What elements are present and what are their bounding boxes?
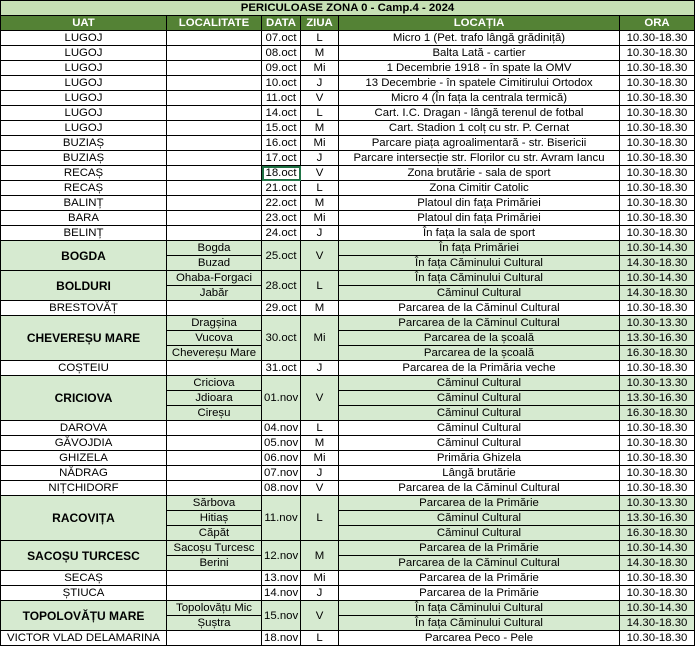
cell-locatia[interactable]: În fața Primăriei xyxy=(339,241,620,256)
cell-uat[interactable]: BELINȚ xyxy=(1,226,167,241)
cell-localitate[interactable]: Hitiaș xyxy=(167,511,262,526)
cell-uat[interactable]: TOPOLOVĂȚU MARE xyxy=(1,601,167,631)
cell-ziua[interactable]: V xyxy=(301,166,339,181)
cell-locatia[interactable]: 1 Decembrie 1918 - în spate la OMV xyxy=(339,61,620,76)
cell-locatia[interactable]: Căminul Cultural xyxy=(339,526,620,541)
cell-localitate[interactable]: Bogda xyxy=(167,241,262,256)
cell-localitate[interactable] xyxy=(167,91,262,106)
cell-locatia[interactable]: Micro 4 (În fața la centrala termică) xyxy=(339,91,620,106)
cell-data[interactable]: 09.oct xyxy=(262,61,301,76)
cell-ziua[interactable]: M xyxy=(301,541,339,571)
table-row xyxy=(1,601,695,616)
cell-localitate[interactable] xyxy=(167,466,262,481)
cell-locatia[interactable]: Zona Cimitir Catolic xyxy=(339,181,620,196)
cell-localitate[interactable] xyxy=(167,31,262,46)
cell-localitate[interactable]: Jabăr xyxy=(167,286,262,301)
cell-ora[interactable]: 10.30-18.30 xyxy=(620,76,695,91)
cell-locatia[interactable]: Căminul Cultural xyxy=(339,421,620,436)
cell-uat[interactable]: BOGDA xyxy=(1,241,167,271)
cell-localitate[interactable]: Buzad xyxy=(167,256,262,271)
cell-localitate[interactable] xyxy=(167,421,262,436)
cell-data[interactable]: 07.oct xyxy=(262,31,301,46)
cell-ziua[interactable]: L xyxy=(301,271,339,301)
cell-uat[interactable]: CRICIOVA xyxy=(1,376,167,421)
cell-ora[interactable]: 14.30-18.30 xyxy=(620,286,695,301)
cell-ora[interactable]: 10.30-18.30 xyxy=(620,481,695,496)
header-locatia[interactable]: LOCAȚIA xyxy=(339,16,620,31)
cell-localitate[interactable] xyxy=(167,196,262,211)
cell-data[interactable]: 10.oct xyxy=(262,76,301,91)
cell-data[interactable]: 11.oct xyxy=(262,91,301,106)
cell-ziua[interactable]: J xyxy=(301,226,339,241)
cell-data[interactable]: 04.nov xyxy=(262,421,301,436)
cell-uat[interactable]: RACOVIȚA xyxy=(1,496,167,541)
cell-locatia[interactable]: În fața Căminului Cultural xyxy=(339,256,620,271)
cell-data[interactable]: 08.nov xyxy=(262,481,301,496)
cell-locatia[interactable]: Căminul Cultural xyxy=(339,376,620,391)
cell-ora[interactable]: 14.30-18.30 xyxy=(620,556,695,571)
cell-localitate[interactable] xyxy=(167,301,262,316)
table-row xyxy=(1,121,695,136)
cell-locatia[interactable]: Parcare intersecție str. Florilor cu str. Avram Iancu xyxy=(339,151,620,166)
cell-ziua[interactable]: Mi xyxy=(301,211,339,226)
table-row xyxy=(1,76,695,91)
cell-ora[interactable]: 14.30-18.30 xyxy=(620,616,695,631)
cell-ora[interactable]: 16.30-18.30 xyxy=(620,526,695,541)
cell-ora[interactable]: 10.30-14.30 xyxy=(620,601,695,616)
header-data[interactable]: DATA xyxy=(262,16,301,31)
cell-ora[interactable]: 16.30-18.30 xyxy=(620,346,695,361)
table-row xyxy=(1,61,695,76)
table-row xyxy=(1,196,695,211)
cell-ziua[interactable]: L xyxy=(301,106,339,121)
table-row xyxy=(1,301,695,316)
cell-locatia[interactable]: Căminul Cultural xyxy=(339,511,620,526)
header-ziua[interactable]: ZIUA xyxy=(301,16,339,31)
cell-ziua[interactable]: L xyxy=(301,31,339,46)
cell-data[interactable]: 24.oct xyxy=(262,226,301,241)
cell-ziua[interactable]: L xyxy=(301,421,339,436)
cell-data[interactable]: 17.oct xyxy=(262,151,301,166)
cell-ziua[interactable]: M xyxy=(301,46,339,61)
cell-ora[interactable]: 13.30-16.30 xyxy=(620,391,695,406)
cell-data[interactable]: 15.nov xyxy=(262,601,301,631)
cell-data[interactable]: 22.oct xyxy=(262,196,301,211)
cell-uat[interactable]: ȘTIUCA xyxy=(1,586,167,601)
cell-data[interactable]: 28.oct xyxy=(262,271,301,301)
cell-data[interactable]: 08.oct xyxy=(262,46,301,61)
cell-ziua[interactable]: J xyxy=(301,466,339,481)
cell-ora[interactable]: 10.30-18.30 xyxy=(620,91,695,106)
cell-ora[interactable]: 10.30-18.30 xyxy=(620,136,695,151)
cell-localitate[interactable] xyxy=(167,76,262,91)
cell-uat[interactable]: RECAȘ xyxy=(1,166,167,181)
table-row xyxy=(1,316,695,331)
cell-uat[interactable]: SACOȘU TURCESC xyxy=(1,541,167,571)
cell-uat[interactable]: GĂVOJDIA xyxy=(1,436,167,451)
cell-localitate[interactable]: Chevereșu Mare xyxy=(167,346,262,361)
table-row xyxy=(1,541,695,556)
table-row xyxy=(1,241,695,256)
cell-localitate[interactable]: Berini xyxy=(167,556,262,571)
cell-localitate[interactable]: Criciova xyxy=(167,376,262,391)
cell-uat[interactable]: BARA xyxy=(1,211,167,226)
cell-data[interactable]: 29.oct xyxy=(262,301,301,316)
cell-ziua[interactable]: L xyxy=(301,631,339,646)
cell-ziua[interactable]: Mi xyxy=(301,571,339,586)
cell-localitate[interactable] xyxy=(167,481,262,496)
cell-localitate[interactable] xyxy=(167,631,262,646)
table-row xyxy=(1,631,695,646)
cell-localitate[interactable]: Sacoșu Turcesc xyxy=(167,541,262,556)
cell-data[interactable]: 31.oct xyxy=(262,361,301,376)
cell-ora[interactable]: 10.30-18.30 xyxy=(620,571,695,586)
cell-locatia[interactable]: Zona brutărie - sala de sport xyxy=(339,166,620,181)
cell-locatia[interactable]: În fața Căminului Cultural xyxy=(339,271,620,286)
cell-ora[interactable]: 10.30-18.30 xyxy=(620,466,695,481)
cell-data[interactable]: 14.nov xyxy=(262,586,301,601)
cell-ora[interactable]: 10.30-18.30 xyxy=(620,61,695,76)
table-row xyxy=(1,166,695,181)
cell-ora[interactable]: 10.30-18.30 xyxy=(620,151,695,166)
cell-ziua[interactable]: V xyxy=(301,241,339,271)
cell-uat[interactable]: VICTOR VLAD DELAMARINA xyxy=(1,631,167,646)
cell-localitate[interactable] xyxy=(167,211,262,226)
cell-ora[interactable]: 10.30-18.30 xyxy=(620,361,695,376)
cell-ziua[interactable]: M xyxy=(301,301,339,316)
cell-ziua[interactable]: J xyxy=(301,361,339,376)
table-row xyxy=(1,451,695,466)
table-row xyxy=(1,586,695,601)
cell-uat[interactable]: DAROVA xyxy=(1,421,167,436)
cell-ziua[interactable]: V xyxy=(301,376,339,421)
cell-uat[interactable]: BRESTOVĂȚ xyxy=(1,301,167,316)
cell-data[interactable]: 21.oct xyxy=(262,181,301,196)
cell-ziua[interactable]: Mi xyxy=(301,451,339,466)
cell-locatia[interactable]: Parcarea de la Primărie xyxy=(339,571,620,586)
cell-locatia[interactable]: Micro 1 (Pet. trafo lângă grădiniță) xyxy=(339,31,620,46)
cell-ziua[interactable]: M xyxy=(301,196,339,211)
cell-uat[interactable]: LUGOJ xyxy=(1,31,167,46)
cell-ziua[interactable]: Mi xyxy=(301,136,339,151)
cell-localitate[interactable]: Dragșina xyxy=(167,316,262,331)
cell-uat[interactable]: CHEVEREȘU MARE xyxy=(1,316,167,361)
cell-locatia[interactable]: Balta Lată - cartier xyxy=(339,46,620,61)
cell-locatia[interactable]: Parcarea de la Căminul Cultural xyxy=(339,301,620,316)
cell-locatia[interactable]: Parcarea de la Primăria veche xyxy=(339,361,620,376)
cell-localitate[interactable] xyxy=(167,181,262,196)
table-row xyxy=(1,481,695,496)
cell-ora[interactable]: 10.30-18.30 xyxy=(620,226,695,241)
cell-localitate[interactable] xyxy=(167,61,262,76)
header-uat[interactable]: UAT xyxy=(1,16,167,31)
cell-localitate[interactable] xyxy=(167,121,262,136)
cell-ora[interactable]: 10.30-18.30 xyxy=(620,106,695,121)
cell-localitate[interactable] xyxy=(167,586,262,601)
table-row xyxy=(1,496,695,511)
cell-ora[interactable]: 10.30-18.30 xyxy=(620,31,695,46)
cell-ora[interactable]: 10.30-18.30 xyxy=(620,421,695,436)
cell-uat[interactable]: LUGOJ xyxy=(1,121,167,136)
table-row xyxy=(1,571,695,586)
cell-ora[interactable]: 13.30-16.30 xyxy=(620,331,695,346)
cell-ziua[interactable]: J xyxy=(301,586,339,601)
cell-localitate[interactable] xyxy=(167,106,262,121)
cell-localitate[interactable]: Topolovățu Mic xyxy=(167,601,262,616)
cell-data[interactable]: 07.nov xyxy=(262,466,301,481)
cell-localitate[interactable] xyxy=(167,166,262,181)
title-row xyxy=(1,1,695,16)
cell-locatia[interactable]: Cart. I.C. Dragan - lângă terenul de fotbal xyxy=(339,106,620,121)
table-row xyxy=(1,226,695,241)
cell-data[interactable]: 13.nov xyxy=(262,571,301,586)
cell-data[interactable]: 06.nov xyxy=(262,451,301,466)
cell-uat[interactable]: BUZIAȘ xyxy=(1,136,167,151)
cell-data[interactable]: 11.nov xyxy=(262,496,301,541)
cell-localitate[interactable] xyxy=(167,136,262,151)
cell-localitate[interactable] xyxy=(167,571,262,586)
cell-ora[interactable]: 10.30-18.30 xyxy=(620,166,695,181)
cell-data[interactable]: 25.oct xyxy=(262,241,301,271)
cell-uat[interactable]: LUGOJ xyxy=(1,76,167,91)
cell-ora[interactable]: 10.30-18.30 xyxy=(620,196,695,211)
table-row xyxy=(1,436,695,451)
cell-ora[interactable]: 10.30-13.30 xyxy=(620,376,695,391)
cell-ora[interactable]: 13.30-16.30 xyxy=(620,511,695,526)
cell-ora[interactable]: 10.30-14.30 xyxy=(620,271,695,286)
table-row xyxy=(1,151,695,166)
cell-ora[interactable]: 10.30-18.30 xyxy=(620,451,695,466)
cell-uat[interactable]: LUGOJ xyxy=(1,61,167,76)
cell-ziua[interactable]: V xyxy=(301,481,339,496)
cell-ziua[interactable]: L xyxy=(301,181,339,196)
table-row xyxy=(1,421,695,436)
cell-ora[interactable]: 10.30-14.30 xyxy=(620,541,695,556)
cell-uat[interactable]: NĂDRAG xyxy=(1,466,167,481)
cell-localitate[interactable]: Căpăt xyxy=(167,526,262,541)
cell-localitate[interactable] xyxy=(167,361,262,376)
cell-ora[interactable]: 10.30-14.30 xyxy=(620,241,695,256)
cell-ora[interactable]: 10.30-18.30 xyxy=(620,211,695,226)
table-row xyxy=(1,361,695,376)
cell-locatia[interactable]: Parcarea de la Primărie xyxy=(339,541,620,556)
cell-localitate[interactable] xyxy=(167,46,262,61)
cell-data[interactable]: 23.oct xyxy=(262,211,301,226)
cell-locatia[interactable]: Parcare piața agroalimentară - str. Bisericii xyxy=(339,136,620,151)
cell-ziua[interactable]: M xyxy=(301,436,339,451)
cell-localitate[interactable]: Vucova xyxy=(167,331,262,346)
table-row xyxy=(1,211,695,226)
table-row xyxy=(1,181,695,196)
cell-data[interactable]: 01.nov xyxy=(262,376,301,421)
cell-ziua[interactable]: J xyxy=(301,151,339,166)
cell-data[interactable]: 16.oct xyxy=(262,136,301,151)
cell-localitate[interactable] xyxy=(167,226,262,241)
cell-localitate[interactable]: Sărbova xyxy=(167,496,262,511)
cell-ora[interactable]: 10.30-18.30 xyxy=(620,301,695,316)
cell-locatia[interactable]: Căminul Cultural xyxy=(339,436,620,451)
cell-data[interactable]: 18.oct xyxy=(262,166,301,181)
sheet-title[interactable]: PERICULOASE ZONA 0 - Camp.4 - 2024 xyxy=(1,1,695,16)
cell-uat[interactable]: COȘTEIU xyxy=(1,361,167,376)
cell-localitate[interactable] xyxy=(167,436,262,451)
cell-uat[interactable]: GHIZELA xyxy=(1,451,167,466)
cell-uat[interactable]: SECAȘ xyxy=(1,571,167,586)
cell-localitate[interactable]: Ohaba-Forgaci xyxy=(167,271,262,286)
cell-ora[interactable]: 10.30-13.30 xyxy=(620,496,695,511)
cell-ora[interactable]: 10.30-18.30 xyxy=(620,46,695,61)
cell-ziua[interactable]: M xyxy=(301,121,339,136)
table-row xyxy=(1,106,695,121)
table-row xyxy=(1,31,695,46)
cell-uat[interactable]: LUGOJ xyxy=(1,91,167,106)
cell-localitate[interactable]: Șuștra xyxy=(167,616,262,631)
header-row xyxy=(1,16,695,31)
cell-locatia[interactable]: Lângă brutărie xyxy=(339,466,620,481)
cell-locatia[interactable]: În fața Căminului Cultural xyxy=(339,616,620,631)
cell-uat[interactable]: BUZIAȘ xyxy=(1,151,167,166)
cell-ora[interactable]: 10.30-18.30 xyxy=(620,181,695,196)
cell-ora[interactable]: 10.30-18.30 xyxy=(620,436,695,451)
cell-localitate[interactable]: Jdioara xyxy=(167,391,262,406)
cell-uat[interactable]: NIȚCHIDORF xyxy=(1,481,167,496)
cell-ora[interactable]: 14.30-18.30 xyxy=(620,256,695,271)
cell-ora[interactable]: 10.30-18.30 xyxy=(620,631,695,646)
table-row xyxy=(1,46,695,61)
header-ora[interactable]: ORA xyxy=(620,16,695,31)
cell-locatia[interactable]: Platoul din fața Primăriei xyxy=(339,211,620,226)
cell-locatia[interactable]: Parcarea de la Căminul Cultural xyxy=(339,316,620,331)
table-row xyxy=(1,376,695,391)
cell-localitate[interactable] xyxy=(167,451,262,466)
cell-ora[interactable]: 10.30-18.30 xyxy=(620,586,695,601)
cell-localitate[interactable]: Cireșu xyxy=(167,406,262,421)
cell-locatia[interactable]: Platoul din fața Primăriei xyxy=(339,196,620,211)
cell-locatia[interactable]: Primăria Ghizela xyxy=(339,451,620,466)
cell-data[interactable]: 05.nov xyxy=(262,436,301,451)
cell-locatia[interactable]: Parcarea de la Primărie xyxy=(339,586,620,601)
cell-locatia[interactable]: Parcarea Peco - Pele xyxy=(339,631,620,646)
cell-locatia[interactable]: Căminul Cultural xyxy=(339,391,620,406)
table-row xyxy=(1,136,695,151)
cell-ziua[interactable]: V xyxy=(301,601,339,631)
cell-ziua[interactable]: J xyxy=(301,76,339,91)
cell-locatia[interactable]: Căminul Cultural xyxy=(339,286,620,301)
cell-locatia[interactable]: Parcarea de la școală xyxy=(339,331,620,346)
cell-data[interactable]: 18.nov xyxy=(262,631,301,646)
cell-data[interactable]: 12.nov xyxy=(262,541,301,571)
cell-locatia[interactable]: Parcarea de la Căminul Cultural xyxy=(339,481,620,496)
cell-ziua[interactable]: L xyxy=(301,496,339,541)
cell-locatia[interactable]: Parcarea de la școală xyxy=(339,346,620,361)
cell-locatia[interactable]: Parcarea de la Primărie xyxy=(339,496,620,511)
cell-data[interactable]: 30.oct xyxy=(262,316,301,361)
cell-uat[interactable]: BALINȚ xyxy=(1,196,167,211)
cell-uat[interactable]: RECAȘ xyxy=(1,181,167,196)
cell-ora[interactable]: 10.30-13.30 xyxy=(620,316,695,331)
cell-locatia[interactable]: În fața la sala de sport xyxy=(339,226,620,241)
cell-data[interactable]: 14.oct xyxy=(262,106,301,121)
cell-ora[interactable]: 10.30-18.30 xyxy=(620,121,695,136)
table-row xyxy=(1,271,695,286)
cell-uat[interactable]: LUGOJ xyxy=(1,46,167,61)
cell-data[interactable]: 15.oct xyxy=(262,121,301,136)
cell-uat[interactable]: LUGOJ xyxy=(1,106,167,121)
cell-ora[interactable]: 16.30-18.30 xyxy=(620,406,695,421)
cell-locatia[interactable]: Căminul Cultural xyxy=(339,406,620,421)
table-row xyxy=(1,91,695,106)
cell-locatia[interactable]: Cart. Stadion 1 colț cu str. P. Cernat xyxy=(339,121,620,136)
cell-localitate[interactable] xyxy=(167,151,262,166)
cell-ziua[interactable]: V xyxy=(301,91,339,106)
cell-locatia[interactable]: 13 Decembrie - în spatele Cimitirului Ortodox xyxy=(339,76,620,91)
header-localitate[interactable]: LOCALITATE xyxy=(167,16,262,31)
table-row xyxy=(1,466,695,481)
cell-locatia[interactable]: În fața Căminului Cultural xyxy=(339,601,620,616)
cell-ziua[interactable]: Mi xyxy=(301,61,339,76)
cell-uat[interactable]: BOLDURI xyxy=(1,271,167,301)
cell-locatia[interactable]: Parcarea de la Căminul Cultural xyxy=(339,556,620,571)
cell-ziua[interactable]: Mi xyxy=(301,316,339,361)
